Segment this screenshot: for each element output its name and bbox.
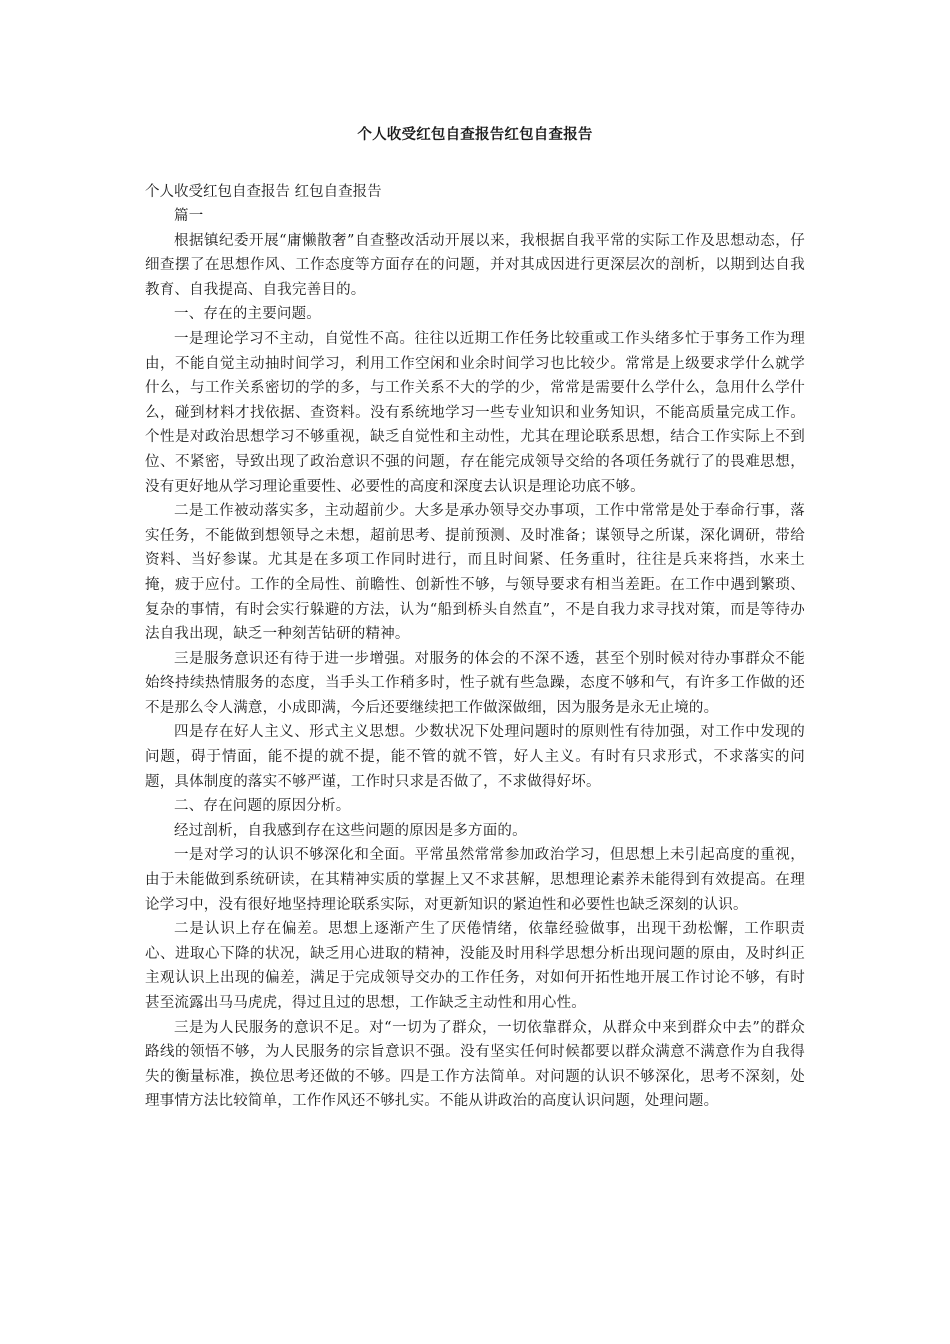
paragraph-section-label: 篇一	[174, 208, 204, 224]
paragraph-problem-2: 二是工作被动落实多，主动超前少。大多是承办领导交办事项，工作中常常是处于奉命行事，落实任务，不能做到想领导之未想，超前思考、提前预测、及时准备；谋领导之所谋，深化调研，带给资料、当好参谋。尤其是在多项工作同时进行，而且时间紧、任务重时，往往是兵来将挡，水来土掩，疲于应付。工作的全局性、前瞻性、创新性不够，与领导要求有相当差距。在工作中遇到繁琐、复杂的事情，有时会实行躲避的方法，认为“船到桥头自然直”，不是自我力求寻找对策，而是等待办法自我出现，缺乏一种刻苦钻研的精神。	[145, 503, 805, 643]
paragraph-cause-3: 三是为人民服务的意识不足。对“一切为了群众，一切依靠群众，从群众中来到群众中去”的群众路线的领悟不够，为人民服务的宗旨意识不强。没有坚实任何时候都要以群众满意不满意作为自我得失的衡量标准，换位思考还做的不够。四是工作方法简单。对问题的认识不够深化，思考不深刻，处理事情方法比较简单，工作作风还不够扎实。不能从讲政治的高度认识问题，处理问题。	[145, 1019, 805, 1110]
paragraph-cause-1: 一是对学习的认识不够深化和全面。平常虽然常常参加政治学习，但思想上未引起高度的重视，由于未能做到系统研读，在其精神实质的掌握上又不求甚解，思想理论素养未能得到有效提高。在理论学习中，没有很好地坚持理论联系实际，对更新知识的紧迫性和必要性也缺乏深刻的认识。	[145, 847, 805, 913]
paragraph-problem-3: 三是服务意识还有待于进一步增强。对服务的体会的不深不透，甚至个别时候对待办事群众不能始终持续热情服务的态度，当手头工作稍多时，性子就有些急躁，态度不够和气，有许多工作做的还不是那么令人满意，小成即满，今后还要继续把工作做深做细，因为服务是永无止境的。	[145, 650, 805, 716]
paragraph-cause-intro: 经过剖析，自我感到存在这些问题的原因是多方面的。	[174, 822, 527, 839]
document-subtitle: 个人收受红包自查报告 红包自查报告	[145, 184, 382, 200]
paragraph-problem-1: 一是理论学习不主动，自觉性不高。往往以近期工作任务比较重或工作头绪多忙于事务工作为理由，不能自觉主动抽时间学习，利用工作空闲和业余时间学习也比较少。常常是上级要求学什么就学什么，与工作关系密切的学的多，与工作关系不大的学的少，常常是需要什么学什么，急用什么学什么，碰到材料才找依据、查资料。没有系统地学习一些专业知识和业务知识，不能高质量完成工作。个性是对政治思想学习不够重视，缺乏自觉性和主动性，尤其在理论联系思想，结合工作实际上不到位、不紧密，导致出现了政治意识不强的问题，存在能完成领导交给的各项任务就行了的畏难思想，没有更好地从学习理论重要性、必要性的高度和深度去认识是理论功底不够。	[145, 330, 805, 495]
heading-cause-analysis: 二、存在问题的原因分析。	[174, 798, 351, 815]
document-page	[145, 124, 805, 1114]
paragraph-cause-2: 二是认识上存在偏差。思想上逐渐产生了厌倦情绪，依靠经验做事，出现干劲松懈，工作职责心、进取心下降的状况，缺乏用心进取的精神，没能及时用科学思想分析出现问题的原由，及时纠正主观认识上出现的偏差，满足于完成领导交办的工作任务，对如何开拓性地开展工作讨论不够，有时甚至流露出马马虎虎，得过且过的思想，工作缺乏主动性和用心性。	[145, 921, 805, 1011]
paragraph-problem-4: 四是存在好人主义、形式主义思想。少数状况下处理问题时的原则性有待加强，对工作中发现的问题，碍于情面，能不提的就不提，能不管的就不管，好人主义。有时有只求形式，不求落实的问题，具体制度的落实不够严谨，工作时只求是否做了，不求做得好坏。	[145, 724, 805, 790]
paragraph-intro: 根据镇纪委开展“庸懒散奢”自查整改活动开展以来，我根据自我平常的实际工作及思想动态，仔细查摆了在思想作风、工作态度等方面存在的问题，并对其成因进行更深层次的剖析，以期到达自我教育、自我提高、自我完善目的。	[145, 232, 805, 298]
document-title: 个人收受红包自查报告红包自查报告	[357, 126, 593, 143]
heading-main-problems: 一、存在的主要问题。	[174, 306, 321, 323]
